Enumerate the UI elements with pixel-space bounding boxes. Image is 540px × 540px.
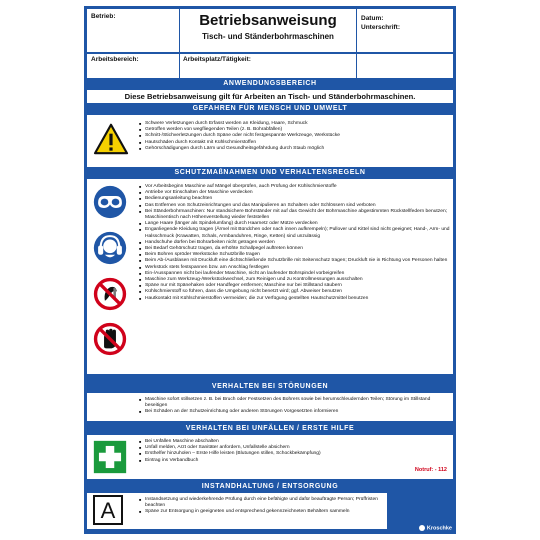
header-row2-divider-right [356,54,357,78]
list-item: ■ Handschuhe dürfen bei Bohrarbeiten nicht getragen werden [139,240,450,246]
disposal-letter-icon [93,495,123,525]
list-item: ■ Eintrag ins Verbandbuch [139,458,450,464]
section-heading-schutz: SCHUTZMAßNAHMEN UND VERHALTENSREGELN [174,169,366,176]
header-row2-divider [179,54,180,78]
list-item: ■ Unfall melden, Arzt oder Sanitäter anfordern, Unfallstelle absichern [139,445,450,451]
list-item: ■ Ein-/Ausspannen nicht bei laufender Maschine, nicht an laufender Bohrspindel vorbeigreifen [139,271,450,277]
no-loose-hair-icon [93,277,127,311]
anwendung-text: Diese Betriebsanweisung gilt für Arbeiten an Tisch- und Ständerbohrmaschinen. [124,92,416,101]
list-item: ■ Maschine sofort stillsetzen z. B. bei Bruch oder Festsetzen des Bohrers sowie bei herumschleudernden Teilen; Störung im Stillstand beseitigen [139,397,450,409]
list-item: ■ Werkstück stets festspannen bzw. am Anschlag festlegen [139,265,450,271]
section-heading-instandhaltung: INSTANDHALTUNG / ENTSORGUNG [201,483,339,490]
gefahren-list [139,121,450,152]
section-heading-stoerungen: VERHALTEN BEI STÖRUNGEN [211,383,329,390]
list-item: ■ Schnitt-/Stichverletzungen durch Späne oder nicht festgespannte Werkzeuge, Werkstücke [139,133,450,139]
first-aid-cross-icon [93,440,127,474]
arbeitsplatz-label: Arbeitsplatz/Tätigkeit: [183,56,251,63]
list-item: ■ Maschine zum Werkzeug-/Werkstückwechsel, zum Reinigen und zu Kontrollmessungen ausschalten [139,277,450,283]
emergency-number: Notruf: - 112 [414,467,447,473]
disposal-letter: A [100,498,116,523]
section-heading-unfall: VERHALTEN BEI UNFÄLLEN / ERSTE HILFE [185,425,355,432]
list-item: ■ Getroffen werden von wegfliegenden Teilen (z. B. Bohrabfällen) [139,127,450,133]
header-row2 [87,54,453,78]
datum-label: Datum: [361,15,384,22]
anwendung-box [87,90,453,103]
schutz-list [139,184,450,302]
list-item: ■ Instandsetzung und wiederkehrende Prüfung durch eine befähigte und dafür beauftragte Person; Prüffristen beachten [139,497,384,509]
arbeitsbereich-label: Arbeitsbereich: [91,56,139,63]
stoerungen-box [87,393,453,421]
list-item: ■ Vor Arbeitsbeginn Maschine auf Mängel überprüfen, auch Prüfung der Kühlschmierstoffe [139,184,450,190]
betrieb-label: Betrieb: [91,13,116,20]
list-item: ■ Antriebe vor Einschalten der Maschine verdecken [139,190,450,196]
list-item: ■ Kühlschmierstoff so führen, dass die Umgebung nicht benetzt wird; ggf. Abweiser benutzen [139,289,450,295]
list-item: ■ Bei Bedarf Gehörschutz tragen, da erhöhte Schallpegel auftreten können [139,246,450,252]
list-item: ■ Enganliegende Kleidung tragen (Ärmel mit Bündchen oder nach innen aufkrempeln); Pullover und Kittel sind nicht geeignet; Hand-, Arm- und Halsschmuck (Krawatten, Schals, Armbanduhren, Ringe, Ketten) sind unzulässig [139,227,450,239]
header-divider-right [356,9,357,52]
section-heading-anwendung: ANWENDUNGSBEREICH [223,80,317,87]
list-item: ■ Bei Ständerbohrmaschinen: Nur standsichere Bohrständer mit auf das Gewicht der Bohrmaschine abgestimmten Rückstellfedern benutzen; Maschinentisch nach Höhenverstellung wieder feststellen [139,209,450,221]
list-item: ■ Bei Unfällen Maschine abschalten [139,439,450,445]
list-item: ■ Das Entfernen von Schutzeinrichtungen und das Manipulieren an Schaltern oder Schlössern sind verboten [139,203,450,209]
list-item: ■ Hautkontakt mit Kühlschmierstoffen vermeiden; die zur Verfügung gestellten Hautschutzmittel benutzen [139,296,450,302]
unfall-list [139,439,450,464]
list-item: ■ Späne nur mit Spänehaken oder Handfeger entfernen; Maschine nur bei Stillstand säubern [139,283,450,289]
list-item: ■ Bedienungsanleitung beachten [139,196,450,202]
list-item: ■ Späne zur Entsorgung in geeigneten und entsprechend gekennzeichneten Behältern sammeln [139,509,384,515]
gefahren-box [87,115,453,167]
safety-goggles-icon [93,185,127,219]
stoerungen-list [139,397,450,416]
brand-logo [419,525,452,531]
unterschrift-label: Unterschrift: [361,24,401,31]
list-item: ■ Beim Ab-/Ausblasen mit Druckluft eine dichtschließende Schutzbrille mit Seitenschutz tragen; Druckluft nie in Richtung von Personen halten [139,258,450,264]
brand-name: Kroschke [426,525,452,531]
list-item: ■ Gehörschädigungen durch Lärm und Gesundheitsgefährdung durch Staub möglich [139,146,450,152]
warning-triangle-icon [93,123,129,155]
page-title: Betriebsanweisung [199,12,337,29]
list-item: ■ Schwere Verletzungen durch Erfasst werden an Kleidung, Haare, Schmuck [139,121,450,127]
list-item: ■ Hautschäden durch Kontakt mit Kühlschmierstoffen [139,140,450,146]
instandhaltung-box [87,493,387,529]
instruction-sheet [84,6,456,534]
section-heading-gefahren: GEFAHREN FÜR MENSCH UND UMWELT [192,105,348,112]
page-subtitle: Tisch- und Ständerbohrmaschinen [202,32,334,41]
schutz-box [87,179,453,374]
list-item: ■ Ersthelfer hinzuholen – Erste Hilfe leisten (Blutungen stillen, Schockbekämpfung) [139,451,450,457]
no-gloves-icon [93,322,127,356]
unfall-box [87,435,453,479]
list-item: ■ Lange Haare (länger als Spindelumfang) durch Haarnetz oder Mütze verdecken [139,221,450,227]
brand-logo-icon [419,525,425,531]
list-item: ■ Beim Bohren spröder Werkstücke Schutzbrille tragen [139,252,450,258]
instandhaltung-list [139,497,384,516]
list-item: ■ Bei Schäden an der Schutzeinrichtung oder anderen Störungen Vorgesetzten informieren [139,409,450,415]
ear-protection-icon [93,231,127,265]
